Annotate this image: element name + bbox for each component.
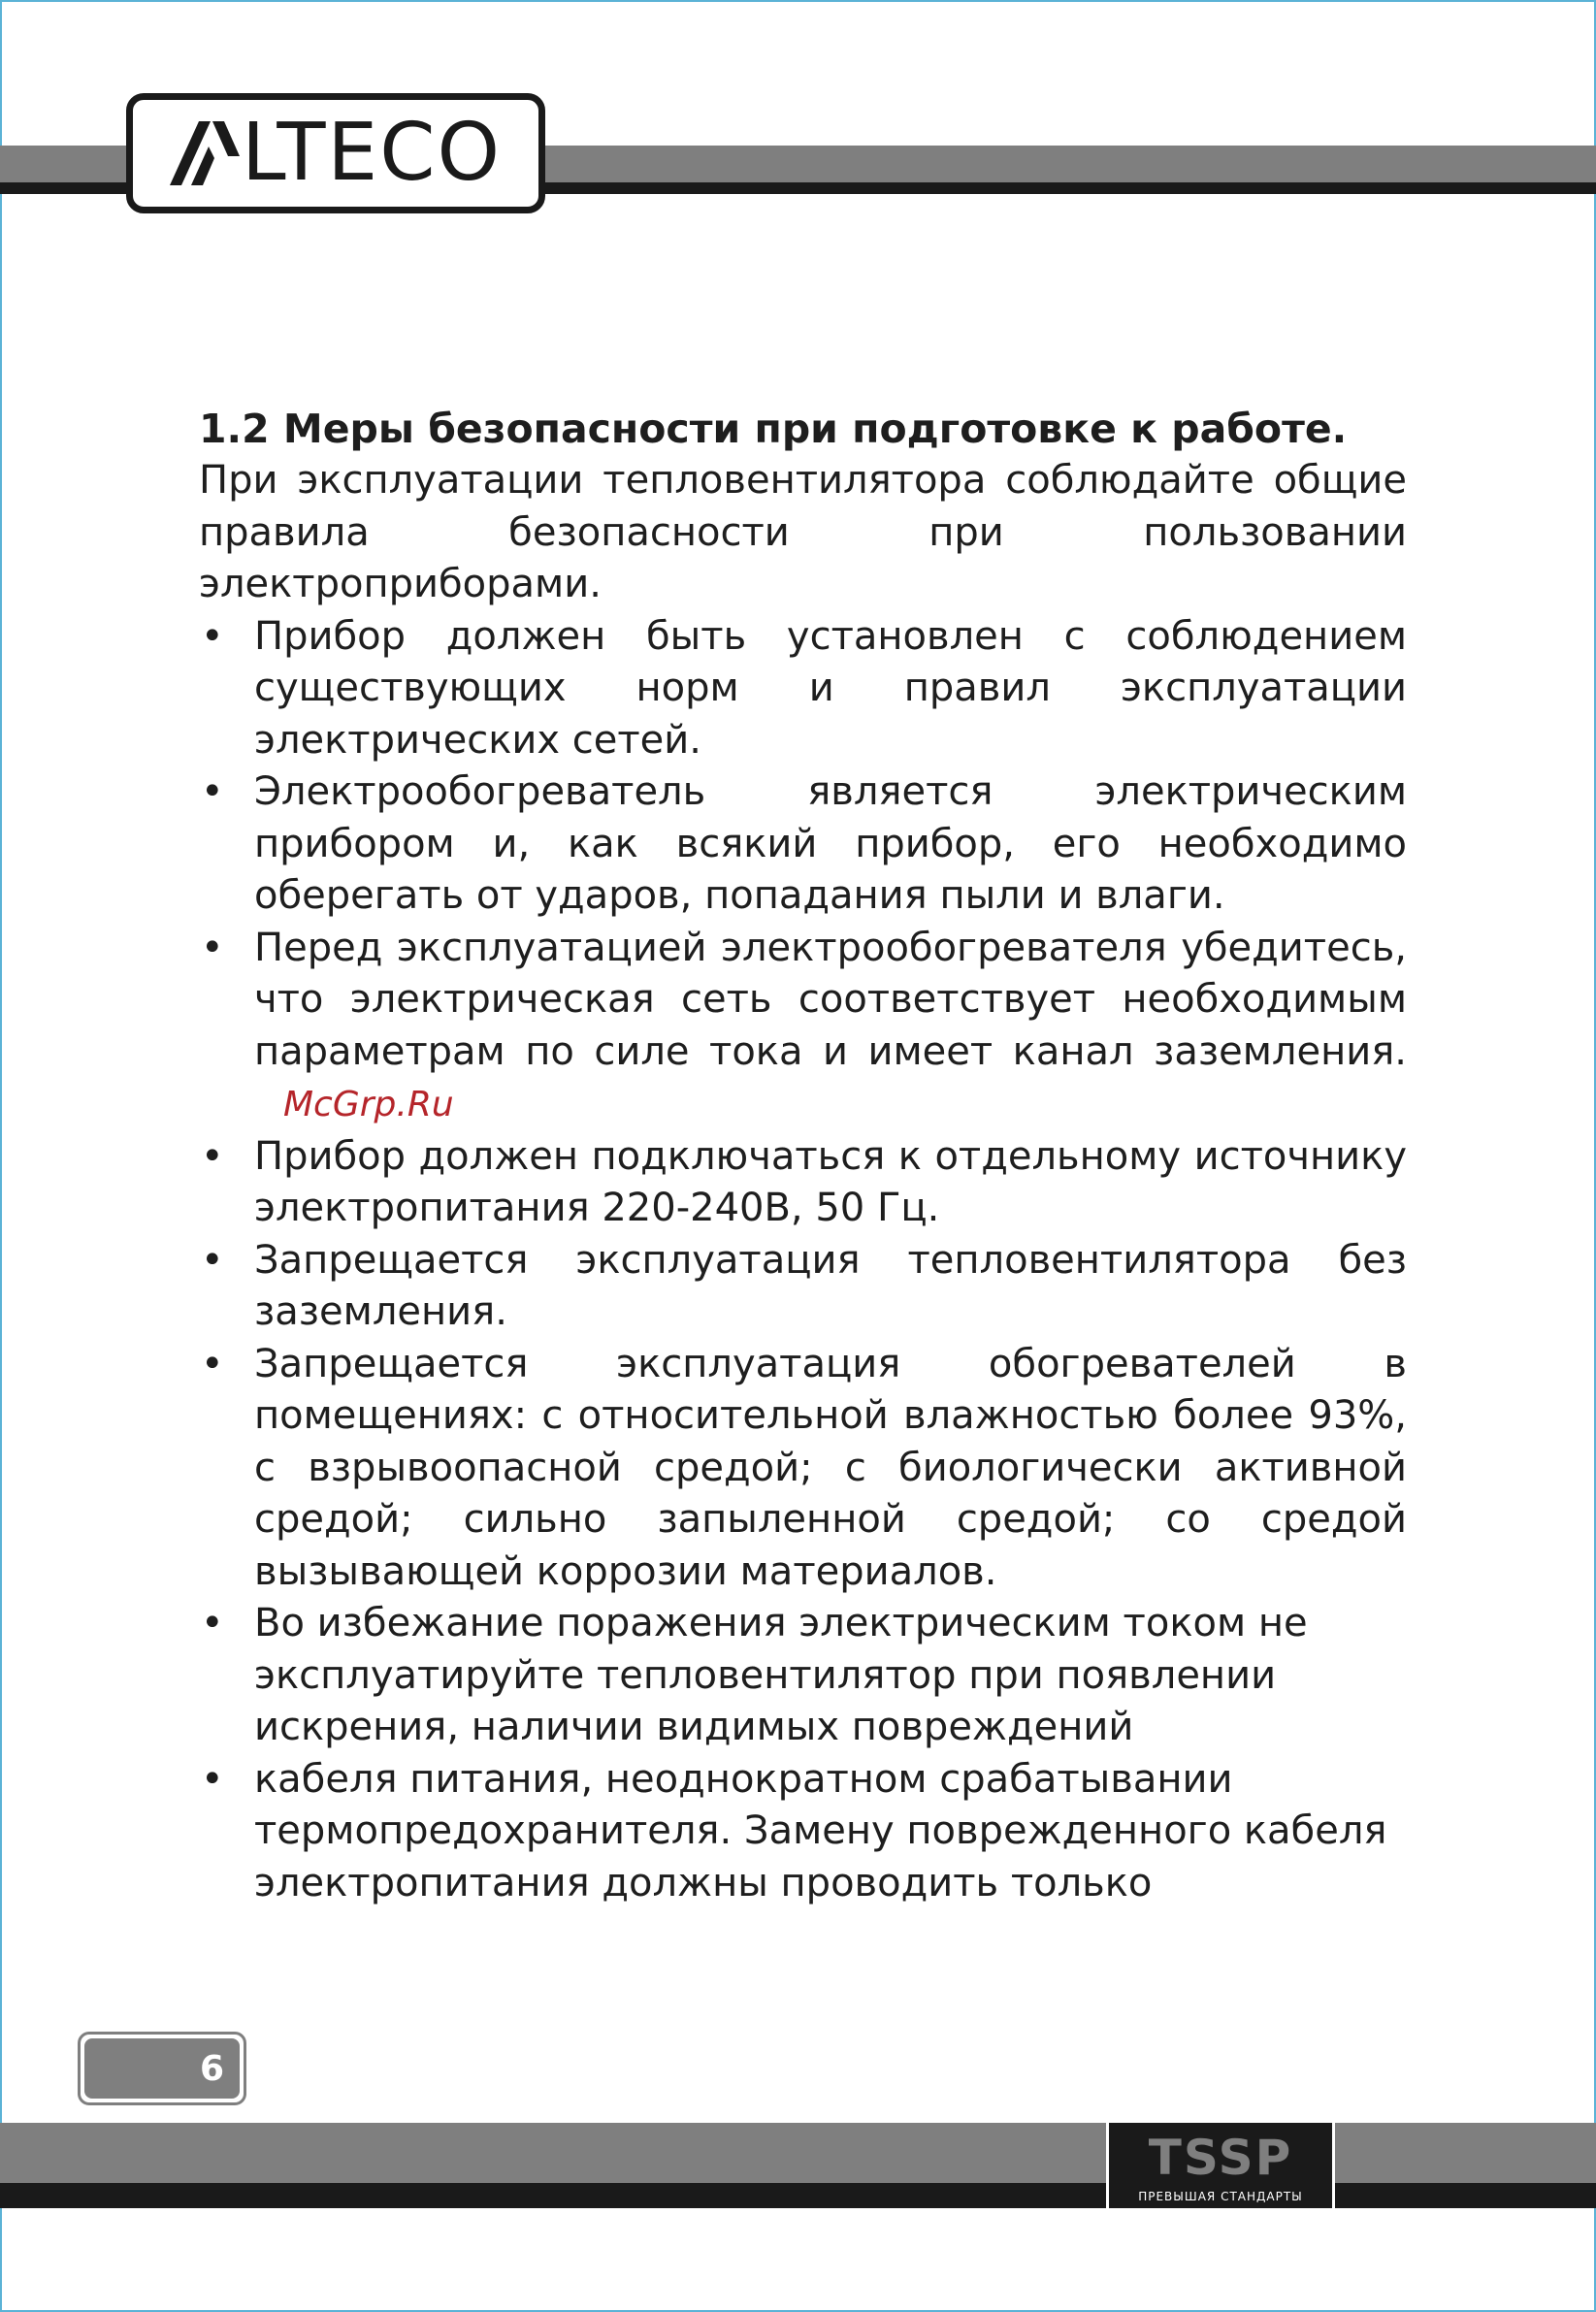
bullet-icon: • [201,1341,224,1386]
list-item-text: кабеля питания, неоднократном срабатывании термопредохранителя. Замену поврежденного кабеля электропитания должны проводить только [254,1756,1387,1905]
footer-band-dark [0,2183,1596,2208]
bullet-icon: • [201,613,224,659]
safety-list [199,611,1407,1910]
page-number: 6 [84,2038,240,2099]
page-number-badge [78,2032,246,2105]
tssp-logo [1106,2123,1335,2208]
bullet-icon: • [201,1133,224,1179]
list-item [199,766,1407,923]
bullet-icon: • [201,925,224,970]
list-item [199,1339,1407,1599]
alteco-logo [126,93,545,213]
list-item [199,1131,1407,1235]
tssp-slogan: ПРЕВЫШАЯ СТАНДАРТЫ [1138,2190,1303,2203]
list-item-text: Электрообогреватель является электрическим прибором и, как всякий прибор, его необходимо оберегать от ударов, попадания пыли и влаги. [254,769,1407,918]
section-intro: При эксплуатации тепловентилятора соблюдайте общие правила безопасности при пользовании электроприборами. [199,458,1407,606]
footer-band [0,2123,1596,2186]
alteco-a-mark-icon [170,121,240,185]
bullet-icon: • [201,769,224,814]
document-body [199,404,1407,1909]
bullet-icon: • [201,1756,224,1802]
tssp-logo-text: TSSP [1148,2130,1293,2186]
list-item-text: Во избежание поражения электрическим током не эксплуатируйте тепловентилятор при появлении искрения, наличии видимых повреждений [254,1601,1308,1749]
list-item [199,1235,1407,1339]
list-item-text: Запрещается эксплуатация обогревателей в помещениях: с относительной влажностью более 93%, с взрывоопасной средой; с биологически активной средой; сильно запыленной средой; со средой вызывающей коррозии материалов. [254,1341,1407,1594]
list-item [199,1754,1407,1910]
bullet-icon: • [201,1237,224,1283]
bullet-icon: • [201,1601,224,1645]
list-item-text: Перед эксплуатацией электрообогревателя убедитесь, что электрическая сеть соответствует необходимым параметрам по силе тока и имеет канал заземления. [254,925,1407,1074]
list-item-text: Прибор должен подключаться к отдельному источнику электропитания 220-240В, 50 Гц. [254,1133,1407,1230]
list-item [199,1598,1407,1754]
section-title: 1.2 Меры безопасности при подготовке к работе. [199,406,1348,452]
watermark-link[interactable]: McGrp.Ru [283,1085,454,1124]
alteco-logo-text [170,107,503,199]
list-item [199,923,1407,1131]
list-item-text: Запрещается эксплуатация тепловентилятора без заземления. [254,1237,1407,1334]
list-item [199,611,1407,767]
alteco-logo-letters: LTECO [241,107,503,199]
list-item-text: Прибор должен быть установлен с соблюдением существующих норм и правил эксплуатации электрических сетей. [254,613,1407,763]
